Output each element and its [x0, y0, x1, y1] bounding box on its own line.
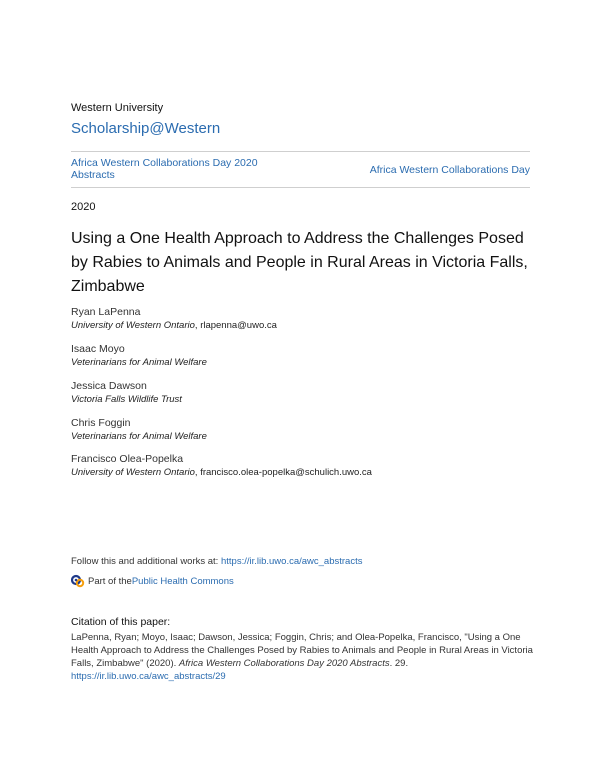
paper-title: Using a One Health Approach to Address the Challenges Posed by Rabies to Animals and People in Rural Areas in Victoria Falls, Zimbabwe [71, 230, 528, 295]
author-email: francisco.olea-popelka@schulich.uwo.ca [200, 467, 372, 478]
author-affiliation: Victoria Falls Wildlife Trust [71, 394, 182, 405]
citation-link[interactable]: https://ir.lib.uwo.ca/awc_abstracts/29 [71, 671, 226, 682]
institution-name: Western University [71, 102, 164, 114]
follow-prefix: Follow this and additional works at: [71, 556, 221, 567]
author-name: Jessica Dawson [71, 380, 147, 392]
divider-bottom [71, 187, 530, 188]
author-name: Ryan LaPenna [71, 306, 141, 318]
author-name: Chris Foggin [71, 417, 131, 429]
follow-line [71, 556, 362, 567]
author-name: Francisco Olea-Popelka [71, 453, 184, 465]
author-name: Isaac Moyo [71, 343, 125, 355]
author-email: rlapenna@uwo.ca [200, 320, 277, 331]
author-affiliation: University of Western Ontario [71, 467, 195, 478]
part-of-line [71, 574, 234, 588]
divider-top [71, 151, 530, 152]
author-affiliation: University of Western Ontario [71, 320, 195, 331]
citation-body: LaPenna, Ryan; Moyo, Isaac; Dawson, Jessica; Foggin, Chris; and Olea-Popelka, Francisco, "Using a One Health Approach to Address the Challenges Posed by Rabies to Animals and People in Rural Areas in Victoria Falls, Zimbabwe" (2020). [71, 632, 533, 669]
author-affiliation: Veterinarians for Animal Welfare [71, 431, 207, 442]
repository-link[interactable]: Scholarship@Western [71, 120, 221, 137]
author-entry [71, 306, 277, 332]
series-link-abstracts[interactable]: Africa Western Collaborations Day 2020 Abstracts [71, 157, 258, 181]
author-affiliation-line: University of Western Ontario, rlapenna@uwo.ca [71, 320, 277, 331]
author-entry [71, 343, 207, 369]
citation-journal: Africa Western Collaborations Day 2020 Abstracts [178, 658, 390, 669]
network-commons-icon [71, 574, 85, 588]
citation-heading: Citation of this paper: [71, 616, 171, 628]
series-link-collaborations-day[interactable]: Africa Western Collaborations Day [369, 164, 530, 176]
part-of-prefix: Part of the [88, 575, 132, 587]
author-affiliation: Veterinarians for Animal Welfare [71, 357, 207, 368]
follow-link[interactable]: https://ir.lib.uwo.ca/awc_abstracts [220, 556, 363, 567]
citation-text [71, 631, 536, 683]
publication-year: 2020 [71, 201, 96, 213]
author-entry: Francisco Olea-Popelka University of Western Ontario, francisco.olea-popelka@schulich.uwo.ca [71, 453, 372, 478]
public-health-commons-link[interactable]: Public Health Commons [131, 575, 234, 587]
author-entry [71, 417, 207, 443]
author-entry [71, 380, 182, 406]
citation-number: . 29. [389, 658, 409, 669]
